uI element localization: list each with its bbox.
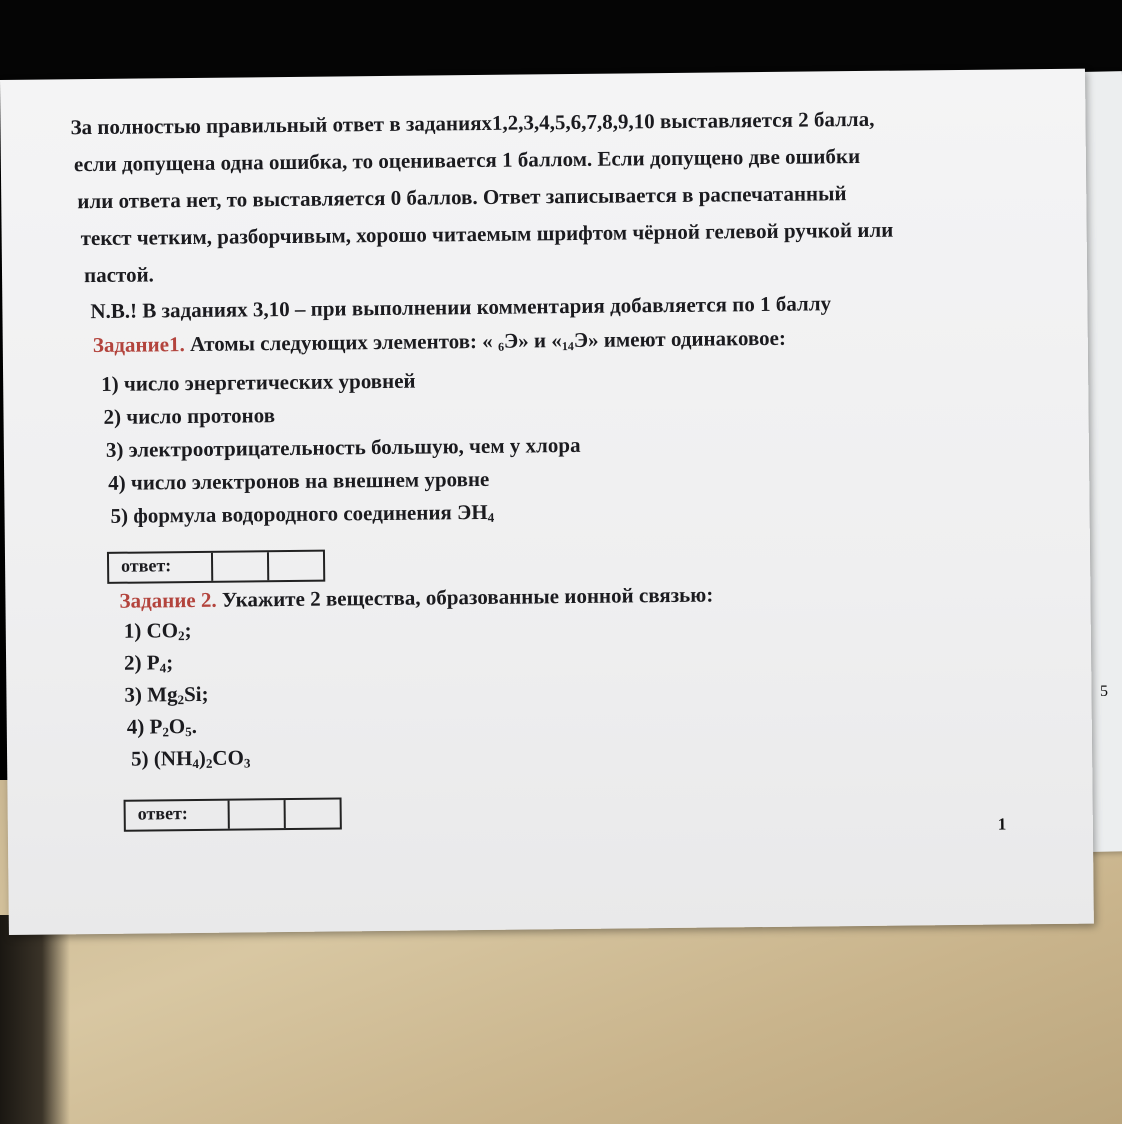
sheet-content [70,99,1068,832]
page-number: 1 [997,814,1007,834]
task-2 [75,574,1068,832]
task-1-label: Задание1. [92,332,185,358]
task-1-options [73,358,1065,538]
grading-instructions [70,99,1062,294]
answer-label: ответ: [109,553,213,582]
instructions-line-5: пастой. [83,262,154,288]
black-border-top [0,0,1122,80]
task-2-title: Задание 2. Укажите 2 вещества, образованные ионной связью: [119,582,714,613]
task-1-option: 5) формула водородного соединения $ЭН_4$ [110,499,495,528]
task-1-option: 1) число энергетических уровней [101,368,416,396]
answer-label: ответ: [126,801,230,830]
task-2-option: 2) $P_4$; [123,650,174,676]
dark-shadow [0,915,70,1124]
task-2-label: Задание 2. [119,587,217,613]
task-1-title: Задание1. Атомы следующих элементов: « 6Э» и «14Э» имеют одинаковое: [92,325,787,358]
task-1-option: 4) число электронов на внешнем уровне [108,466,490,495]
exam-sheet [0,69,1094,935]
back-page-number: 5 [1100,683,1108,700]
answer-cell[interactable] [269,552,323,581]
instructions-line-3: или ответа нет, то выставляется 0 баллов. Ответ записывается в распечатанный [77,181,847,214]
instructions-line-4: текст четким, разборчивым, хорошо читаемым шрифтом чёрной гелевой ручкой или [80,217,894,251]
task-1-answer-box [107,550,325,584]
nota-bene: N.B.! В заданиях 3,10 – при выполнении комментария добавляется по 1 баллу [90,291,832,324]
task-1 [73,318,1066,584]
answer-cell[interactable] [230,800,286,829]
instructions-line-1: За полностью правильный ответ в заданиях1,2,3,4,5,6,7,8,9,10 выставляется 2 балла, [70,106,875,140]
task-2-option: 1) $CO_2$; [123,618,192,644]
answer-cell[interactable] [286,799,340,828]
task-2-answer-box [124,797,342,831]
task-2-option: 4) $P_2O_5$. [126,713,198,740]
task-2-option: 3) $Mg_2Si$; [124,681,209,708]
task-1-option: 2) число протонов [103,403,276,429]
answer-cell[interactable] [213,552,269,581]
task-2-option: 5) $(NH_4)_2CO_3$ [130,745,251,772]
task-1-option: 3) электроотрицательность большую, чем у хлора [105,432,581,462]
instructions-line-2: если допущена одна ошибка, то оценивается 1 баллом. Если допущено две ошибки [73,143,861,177]
task-2-options [76,608,1068,778]
